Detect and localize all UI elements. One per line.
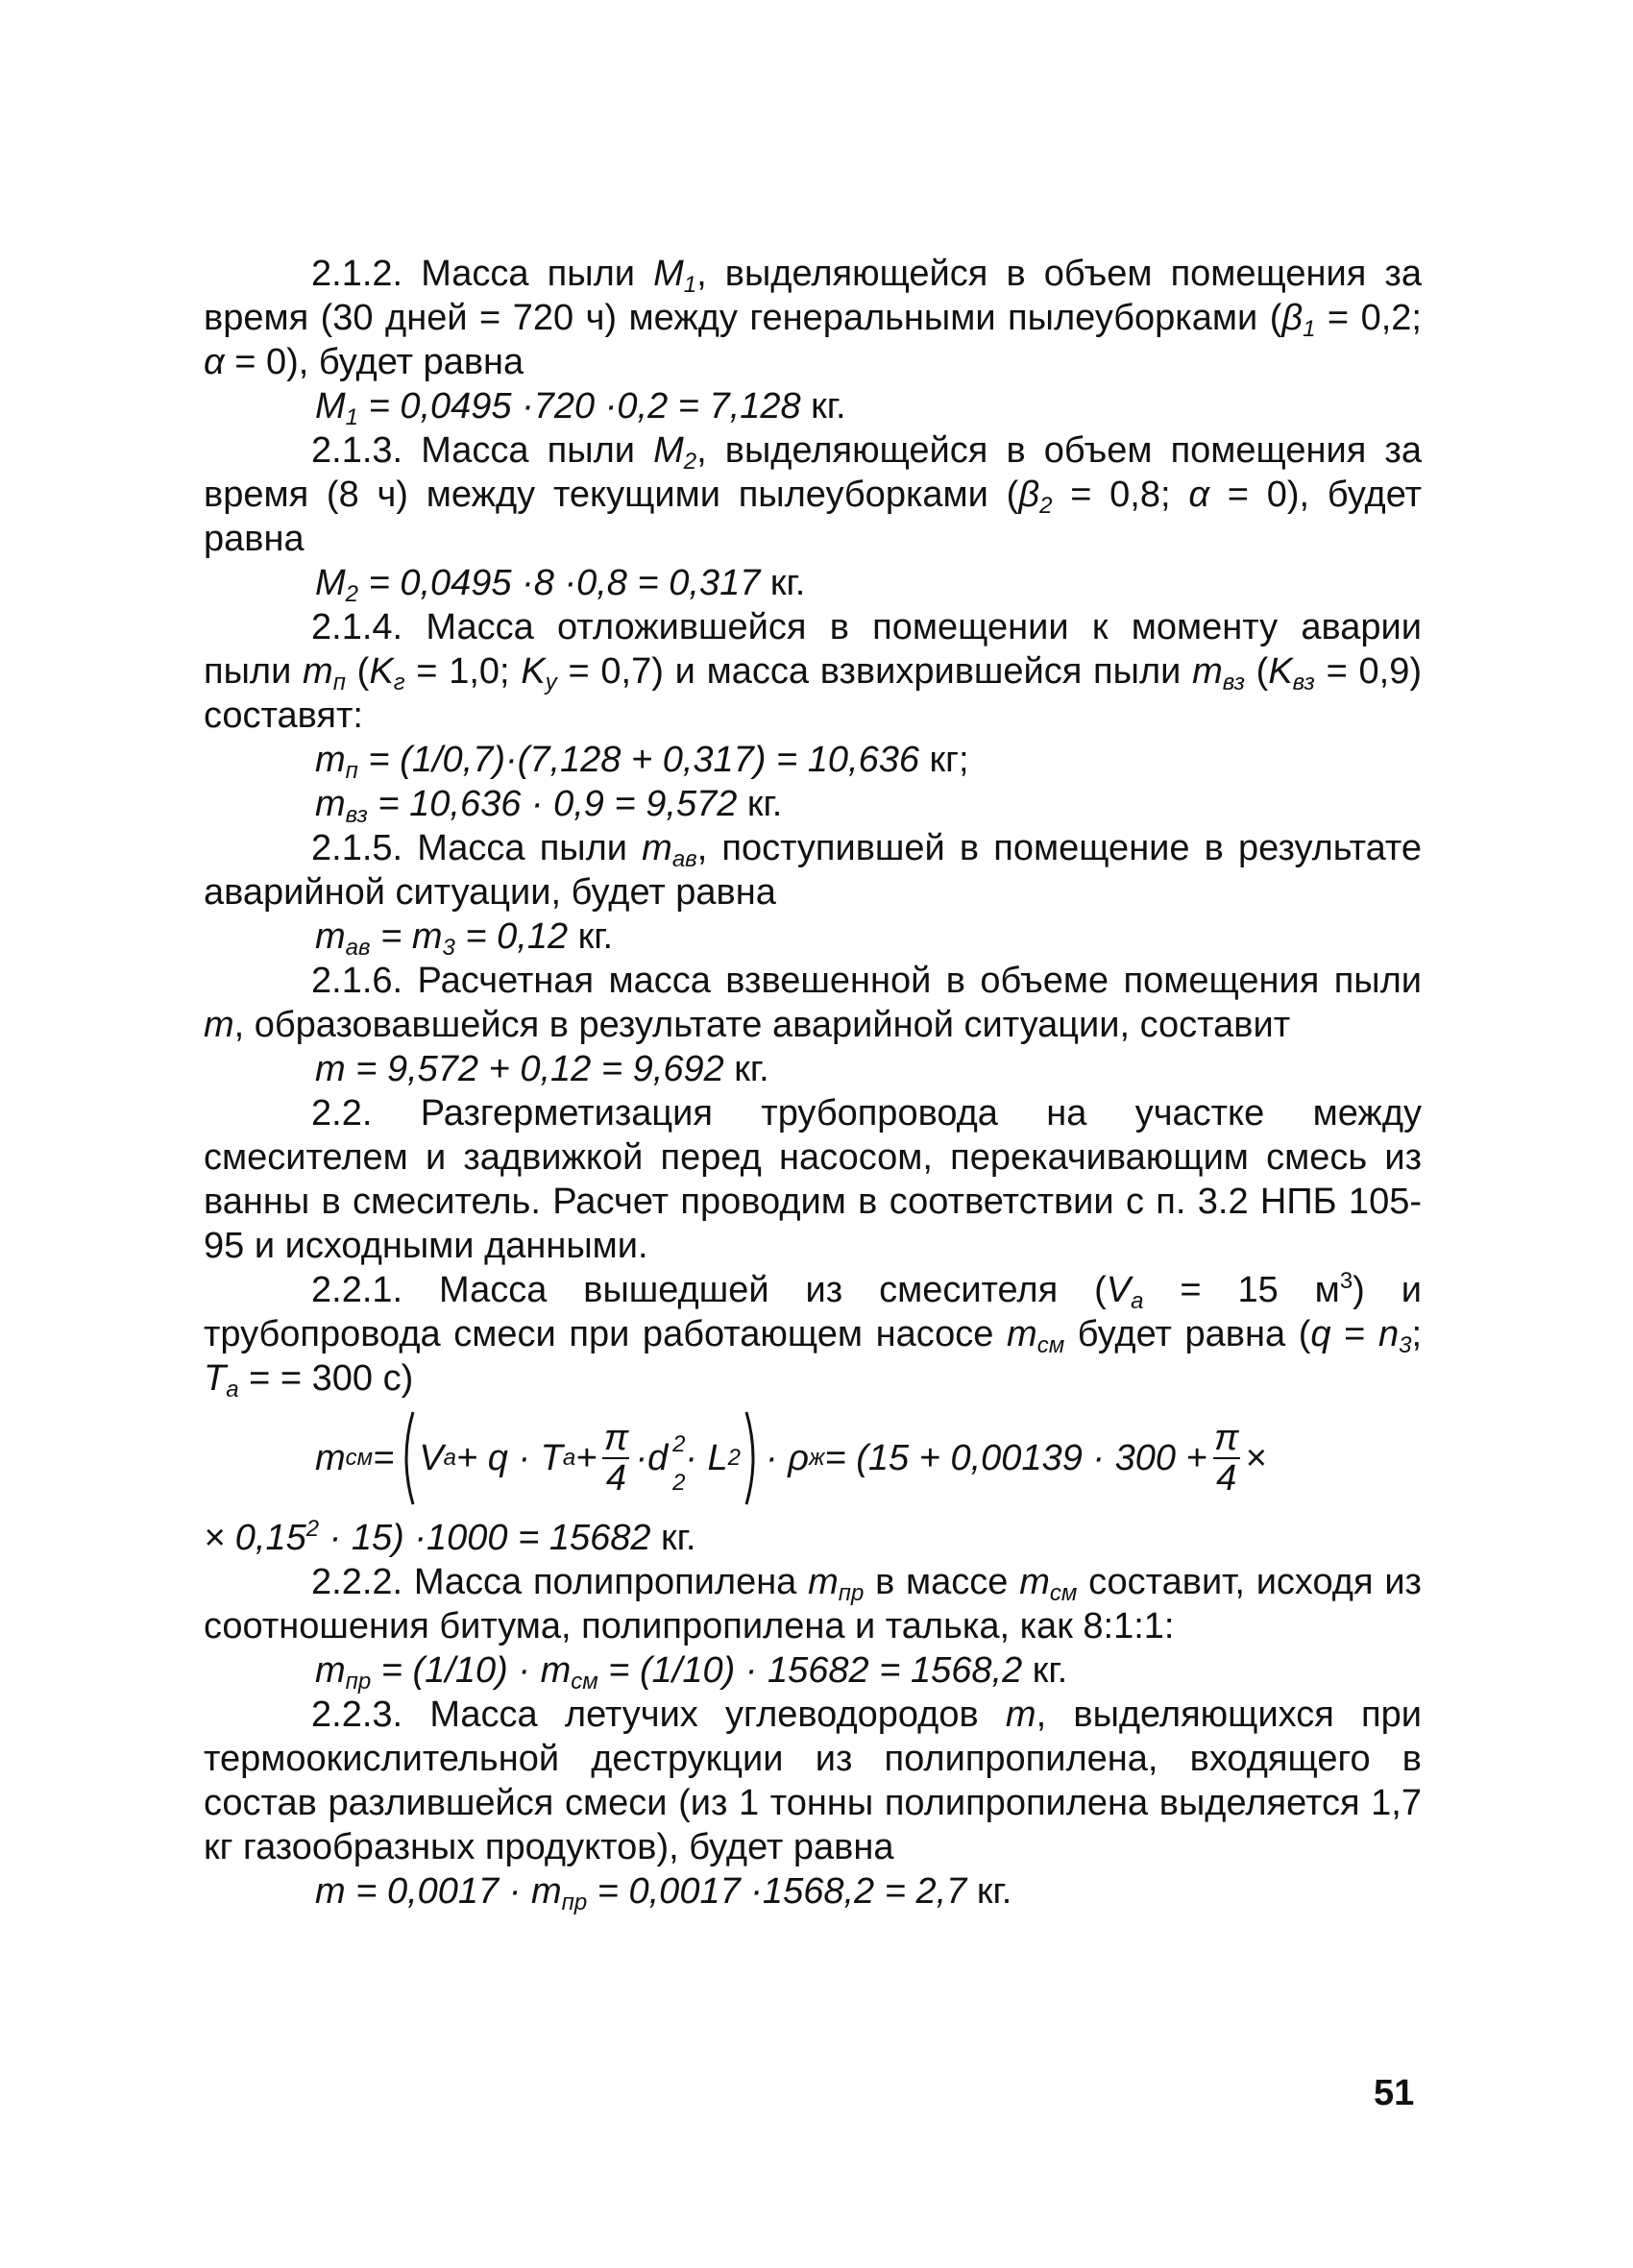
formula-mav: $m_{ав} = m_3 = 0,12$ кг. [315, 916, 614, 961]
paragraph-2-1-6: 2.1.6. Расчетная масса взвешенной в объеме помещения пыли m, образовавшейся в результате аварийной ситуации, составит [204, 961, 1422, 1045]
formula-mpr: $m_{пр} = (1/10) \cdot m_{см} = (1/10) \cdot 15682 = 1568,2$ кг. [315, 1650, 1068, 1695]
d-squared-term: d 2 2 [647, 1431, 686, 1496]
formula-mvz: $m_{вз} = 10,636 \cdot 0,9 = 9,572$ кг. [315, 784, 783, 828]
formula-m2: $M_2 = 0,0495 \cdot 8 \cdot 0,8 = 0,317$ кг. [315, 563, 806, 607]
paragraph-2-2-2: 2.2.2. Масса полипропилена $m_{пр}$ в массе $m_{см}$ составит, исходя из соотношения битума, полипропилена и талька, как 8:1:1: [204, 1562, 1422, 1646]
fraction-pi-4: $\frac{\pi}{4}$ [603, 1418, 629, 1499]
fraction-pi-4-second: $\frac{\pi}{4}$ [1214, 1418, 1239, 1499]
formula-mcm: m см = V a + q · T a + $\frac{\pi}{4}$ · d 2 2 · L 2 · ρ ж = (15 + 0,00139 · 300 + $\frac{\pi}{4}$ × [204, 1401, 1422, 1516]
left-bracket [396, 1410, 417, 1506]
right-bracket [743, 1410, 764, 1506]
page-number: 51 [1374, 2073, 1415, 2113]
paragraph-2-1-2: 2.1.2. Масса пыли $M_1$, выделяющейся в объем помещения за время (30 дней = 720 ч) между генеральными пылеуборками ($\beta_1 = 0,2$; α = 0), будет равна [204, 254, 1422, 382]
paragraph-2-1-3: 2.1.3. Масса пыли $M_2$, выделяющейся в объем помещения за время (8 ч) между текущими пылеуборками ($\beta_2 = 0,8$; α = 0), будет равна [204, 430, 1423, 559]
formula-m1: $M_1 = 0,0495 \cdot 720 \cdot 0,2 = 7,128$ кг. [315, 386, 846, 430]
formula-m-volatile: $m = 0,0017 \cdot m_{пр} = 0,0017 \cdot 1568,2 = 2,7$ кг. [315, 1871, 1012, 1915]
page-body [204, 252, 1422, 1914]
paragraph-2-2: 2.2. Разгерметизация трубопровода на участке между смесителем и задвижкой перед насосом, перекачивающим смесь из ванны в смеситель. Расчет проводим в соответствии с п. 3.2 НПБ 105-95 и исходными данными. [204, 1093, 1422, 1266]
paragraph-2-1-5: 2.1.5. Масса пыли $m_{ав}$, поступившей в помещение в результате аварийной ситуации, будет равна [204, 828, 1422, 913]
formula-mcm-continued: × $0,15^2 \cdot 15) \cdot 1000 = 15682$ кг. [204, 1516, 696, 1558]
formula-m-total: m = 9,572 + 0,12 = 9,692 кг. [315, 1049, 769, 1089]
paragraph-2-2-1: 2.2.1. Масса вышедшей из смесителя ($V_a = 15$ $м^3$) и трубопровода смеси при работающем насосе $m_{см}$ будет равна ($q = n_3$; $T_a$ = = 300 с) [204, 1268, 1422, 1402]
paragraph-2-2-3: 2.2.3. Масса летучих углеводородов m, выделяющихся при термоокислительной деструкции из полипропилена, входящего в состав разлившейся смеси (из 1 тонны полипропилена выделяется 1,7 кг газообразных продуктов), будет равна [204, 1695, 1422, 1867]
paragraph-2-1-4: 2.1.4. Масса отложившейся в помещении к моменту аварии пыли $m_п$ ($K_г = 1,0$; $K_у = 0,7$) и масса взвихрившейся пыли $m_{вз}$ $(K_{вз} = 0,9)$ составят: [204, 607, 1422, 736]
formula-mp: $m_п = (1/0,7)\cdot(7,128 + 0,317) = 10,636$ кг; [315, 740, 969, 784]
